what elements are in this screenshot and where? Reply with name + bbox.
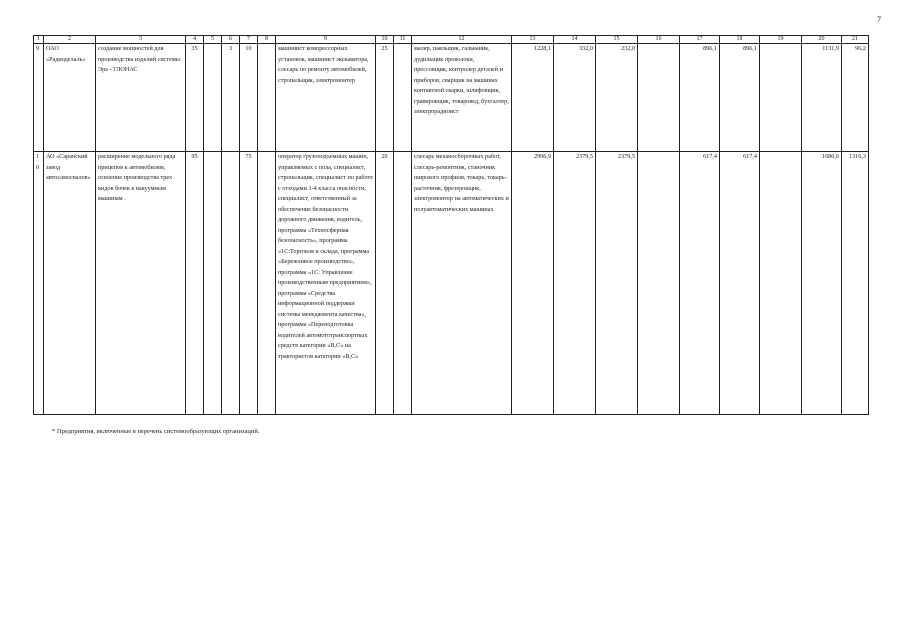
row-number: 9: [34, 44, 44, 152]
column-header: 18: [720, 36, 760, 44]
cell-c15: 232,0: [596, 44, 638, 152]
column-header: 2: [44, 36, 96, 44]
cell-c5: [204, 152, 222, 415]
column-header: 21: [842, 36, 869, 44]
enterprise-name: АО «Сарапский завод автосамосвалов»: [44, 152, 96, 415]
cell-c16: [638, 152, 680, 415]
cell-c19: [760, 152, 802, 415]
professions-list: слесарь механосборочных работ, слесарь-ремонтник, станочник широкого профиля, токарь, токарь-расточник, фрезеровщик, электромонтер на автоматических и полуавтоматических машинах: [412, 152, 512, 415]
footnote: * Предприятия, включенные в перечень системообразующих организаций.: [52, 428, 260, 435]
cell-c6: 3: [222, 44, 240, 152]
cell-c4: 95: [186, 152, 204, 415]
column-header: 14: [554, 36, 596, 44]
column-header: 16: [638, 36, 680, 44]
cell-c13: 2996,9: [512, 152, 554, 415]
project-description: расширение модельного ряда прицепов к автомобилям, освоение производства трех видов бочек к вакуумным машинам .: [96, 152, 186, 415]
cell-c7: 75: [240, 152, 258, 415]
column-number-row: [34, 36, 869, 44]
cell-c19: [760, 44, 802, 152]
column-header: 17: [680, 36, 720, 44]
row-number: 10: [34, 152, 44, 415]
cell-c20: 1131,9: [802, 44, 842, 152]
cell-c13: 1228,1: [512, 44, 554, 152]
cell-c11: [394, 152, 412, 415]
cell-c11: [394, 44, 412, 152]
cell-c5: [204, 44, 222, 152]
column-header: 6: [222, 36, 240, 44]
column-header: 20: [802, 36, 842, 44]
cell-c15: 2379,5: [596, 152, 638, 415]
cell-c6: [222, 152, 240, 415]
cell-c10: 20: [376, 152, 394, 415]
column-header: 1: [34, 36, 44, 44]
column-header: 12: [412, 36, 512, 44]
table-row: [34, 44, 869, 152]
column-header: 13: [512, 36, 554, 44]
column-header: 19: [760, 36, 802, 44]
column-header: 11: [394, 36, 412, 44]
cell-c14: 332,0: [554, 44, 596, 152]
cell-c14: 2379,5: [554, 152, 596, 415]
column-header: 3: [96, 36, 186, 44]
column-header: 4: [186, 36, 204, 44]
cell-c8: [258, 44, 276, 152]
table-row: [34, 152, 869, 415]
cell-c17: 896,1: [680, 44, 720, 152]
professions-list: машинист компрессорных установок, машинист экскаватора, слесарь по ремонту автомобилей, стропальщик, электромонтер: [276, 44, 376, 152]
cell-c7: 10: [240, 44, 258, 152]
cell-c10: 25: [376, 44, 394, 152]
column-header: 15: [596, 36, 638, 44]
column-header: 7: [240, 36, 258, 44]
cell-c20: 1680,6: [802, 152, 842, 415]
cell-c18: 617,4: [720, 152, 760, 415]
data-table: [33, 35, 869, 415]
professions-list: оператор грузоподъемных машин, управляемых с пола, специалист, стропальщик, специалист по работе с отходами 1-4 класса опасности, специалист, ответственный за обеспечение безопасности дорожного движения, водитель, программа «Техносферная безопасность», программа «1С:Торговля и склада, программа «Бережливое производство», программа «1С: Управление производственным предприятием», программа «Средства информационной поддержки системы менеджмента качества», программа «Переподготовка водителей автомототранспортных средств категории «В,С» на трактористов категории «В,С»: [276, 152, 376, 415]
professions-list: маляр, паяльщик, гальваник, дудильщик проволоки, прессовщик, контролер деталей и приборов, сварщик на машинах контактной сварки, шлифовщик, гравировщик, товаровед, бухгалтер, электрорадиоист: [412, 44, 512, 152]
cell-c16: [638, 44, 680, 152]
enterprise-name: ОАО «Радиоделаль»: [44, 44, 96, 152]
column-header: 8: [258, 36, 276, 44]
page-number: 7: [877, 15, 881, 24]
column-header: 5: [204, 36, 222, 44]
cell-c4: 35: [186, 44, 204, 152]
cell-c21: 96,2: [842, 44, 869, 152]
cell-c18: 896,1: [720, 44, 760, 152]
column-header: 9: [276, 36, 376, 44]
column-header: 10: [376, 36, 394, 44]
project-description: создание мощностей для производства изделий системы Эра - ГЛОНАС: [96, 44, 186, 152]
cell-c17: 617,4: [680, 152, 720, 415]
cell-c21: 1316,3: [842, 152, 869, 415]
cell-c8: [258, 152, 276, 415]
